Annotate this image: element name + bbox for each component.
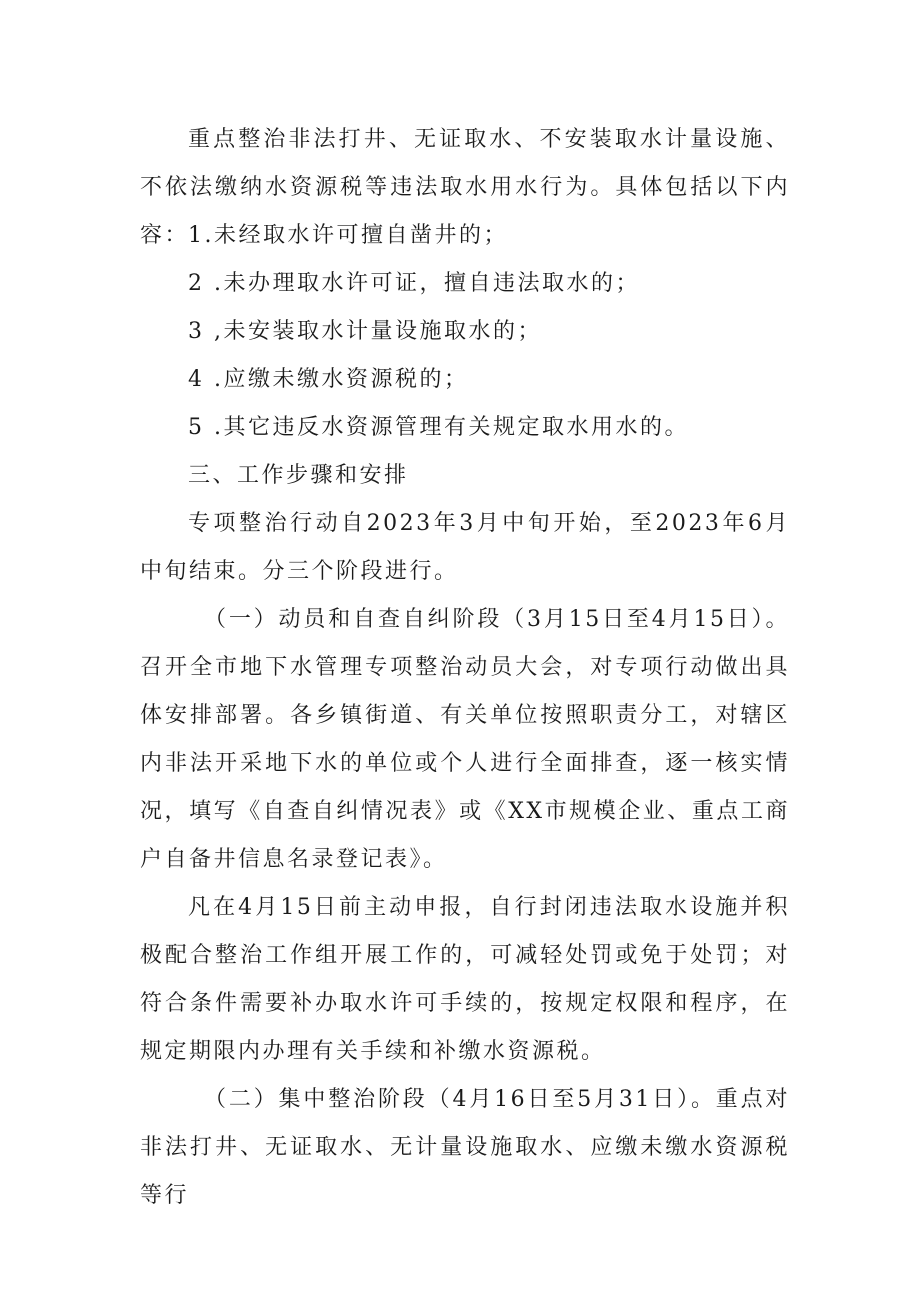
paragraph-self-report: 凡在4月15日前主动申报，自行封闭违法取水设施并积极配合整治工作组开展工作的，可减轻处罚或免于处罚；对符合条件需要补办取水许可手续的，按规定权限和程序，在规定期限内办理有关手续和补缴水资源税。 xyxy=(140,895,790,1064)
paragraph-intro: 重点整治非法打井、无证取水、不安装取水计量设施、不依法缴纳水资源税等违法取水用水行为。具体包括以下内容： xyxy=(140,127,790,248)
list-item-5: 5 .其它违反水资源管理有关规定取水用水的。 xyxy=(188,415,689,440)
paragraph-phase-1: （一）动员和自查自纠阶段（3月15日至4月15日）。召开全市地下水管理专项整治动员大会，对专项行动做出具体安排部署。各乡镇街道、有关单位按照职责分工，对辖区内非法开采地下水的单位或个人进行全面排查，逐一核实情况，填写《自查自纠情况表》或《XX市规模企业、重点工商户自备井信息名录登记表》。 xyxy=(140,607,790,872)
paragraph-phase-2: （二）集中整治阶段（4月16日至5月31日）。重点对非法打井、无证取水、无计量设施取水、应缴未缴水资源税等行 xyxy=(140,1087,790,1208)
list-item-3: 3 ,未安装取水计量设施取水的； xyxy=(188,319,542,344)
list-item-4: 4 .应缴未缴水资源税的； xyxy=(188,367,469,392)
section-heading: 三、工作步骤和安排 xyxy=(188,463,409,488)
paragraph-schedule: 专项整治行动自2023年3月中旬开始，至2023年6月中旬结束。分三个阶段进行。 xyxy=(140,511,790,584)
list-item-2: 2 .未办理取水许可证，擅自违法取水的； xyxy=(188,271,640,296)
list-item-1: 1.未经取水许可擅自凿井的； xyxy=(188,223,508,248)
